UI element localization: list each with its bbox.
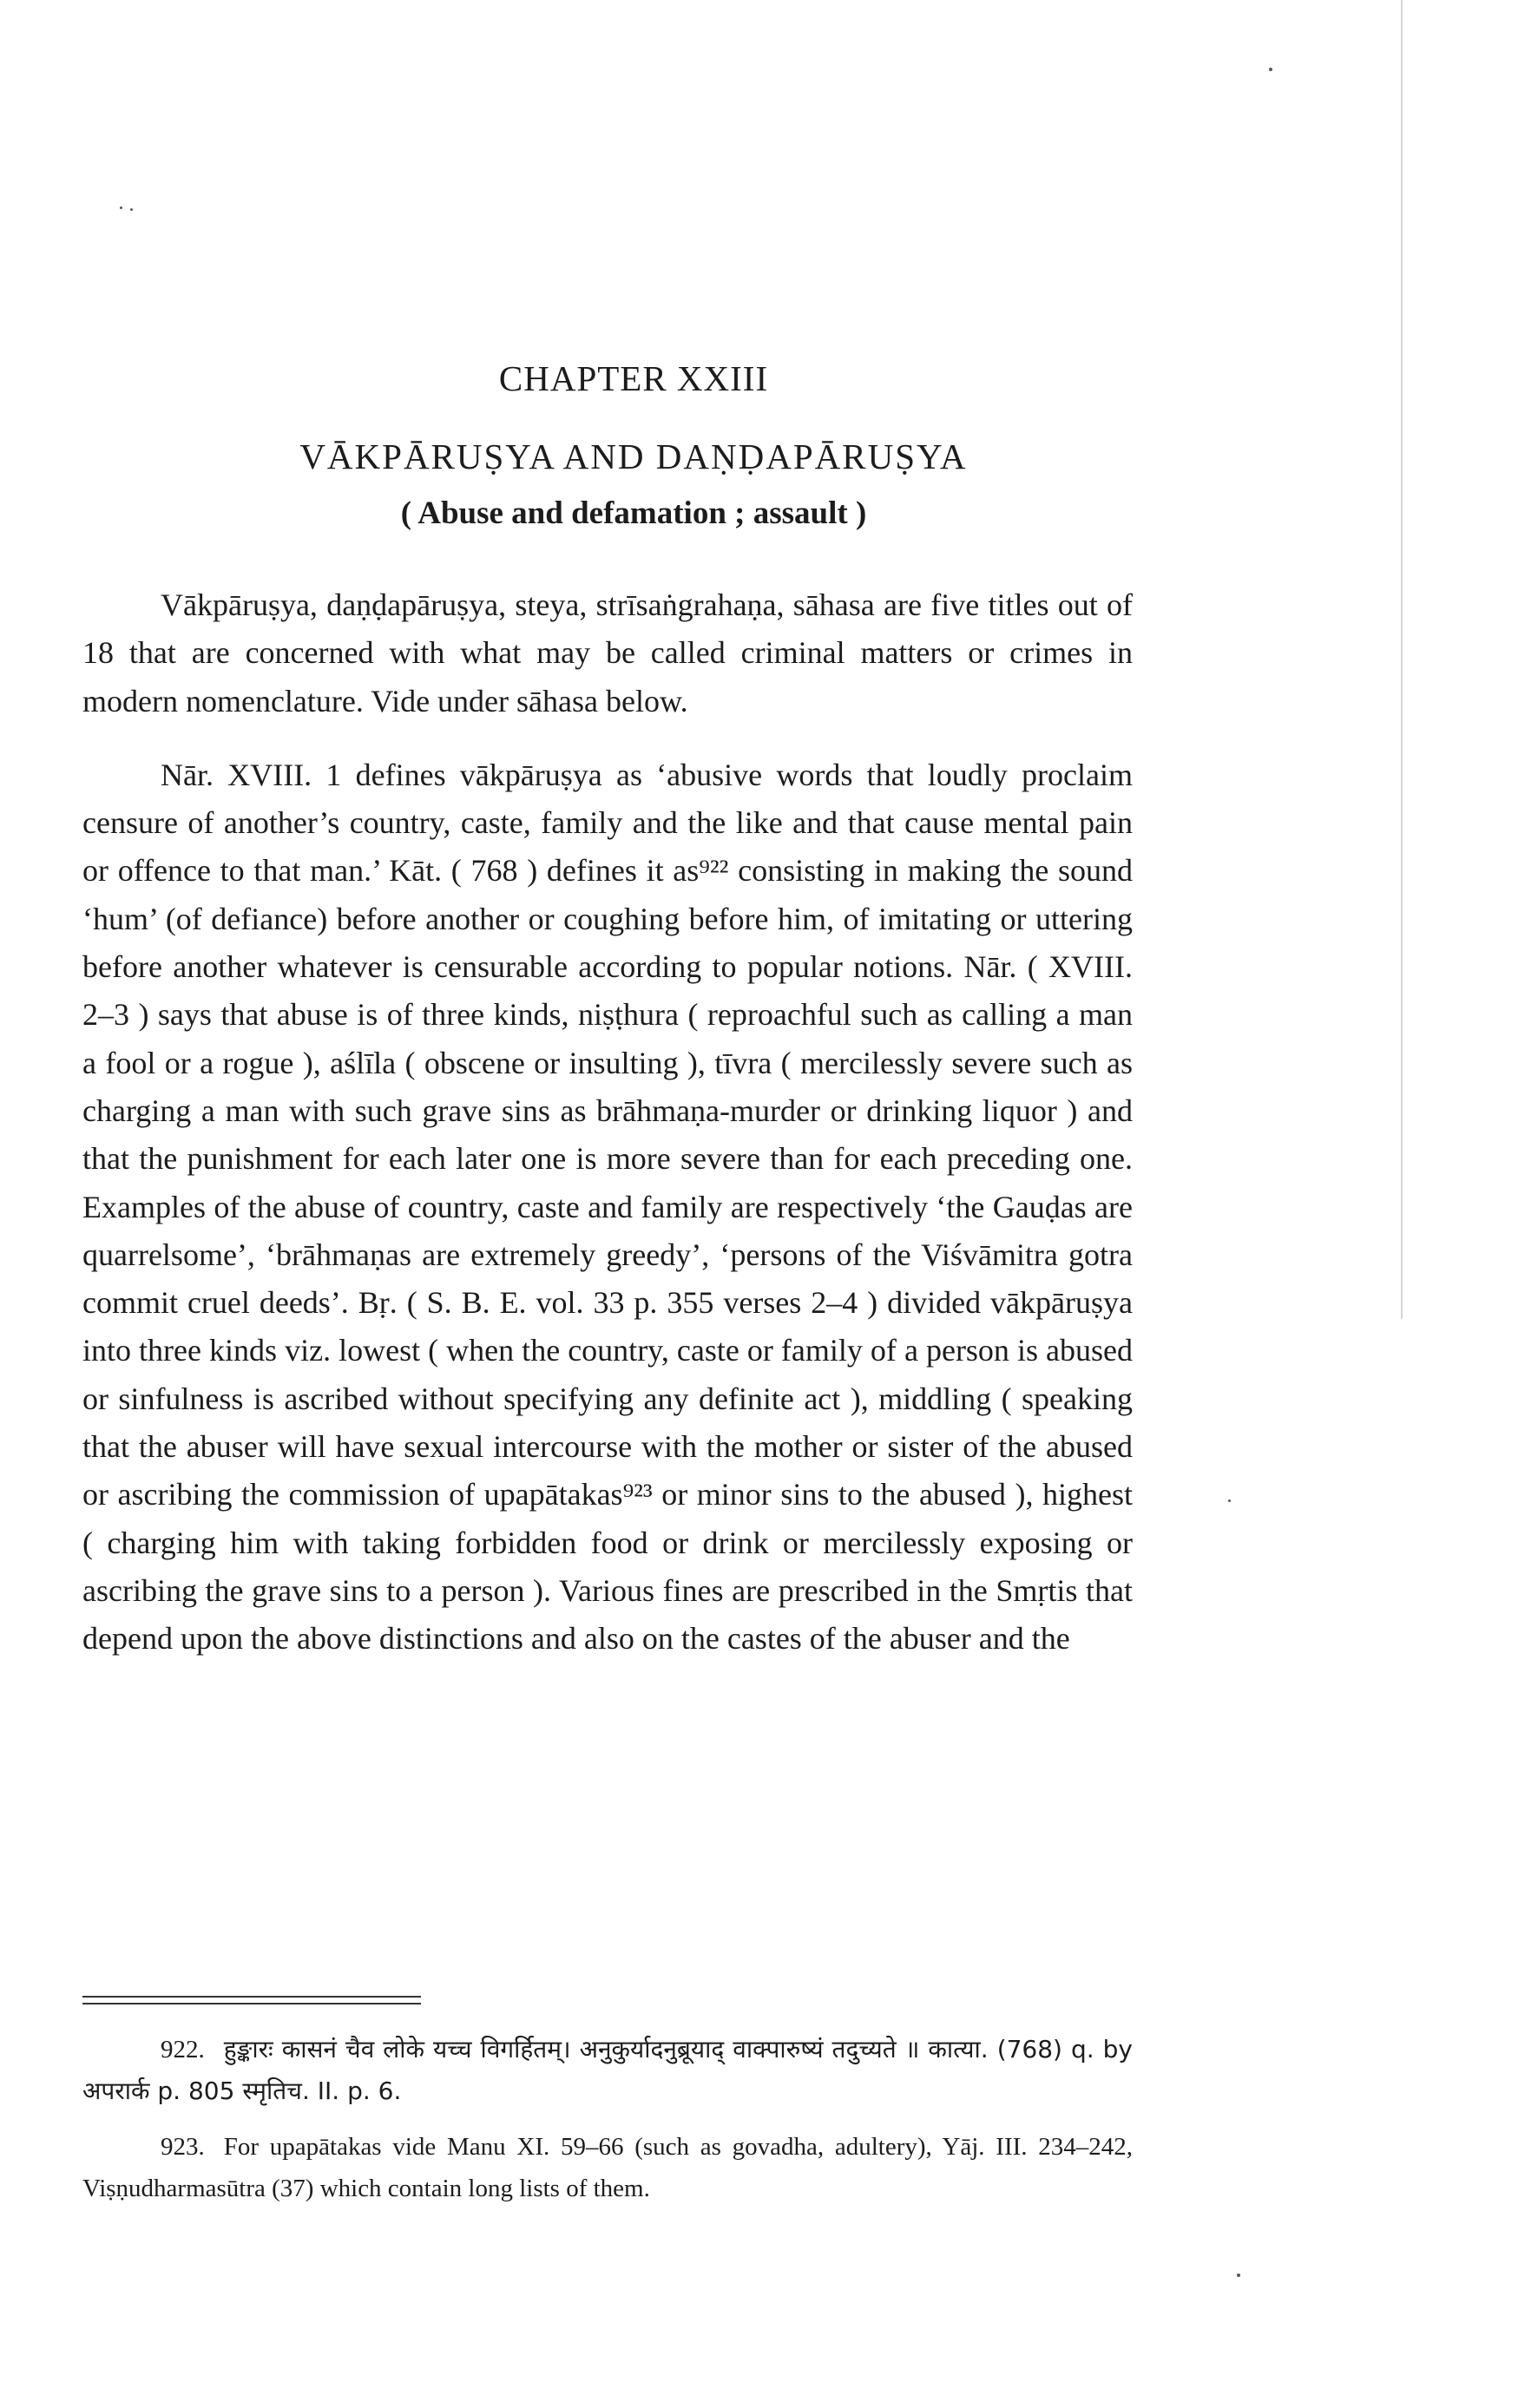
footnote-922: [82, 2029, 1133, 2112]
footnote-text: हुङ्कारः कासनं चैव लोके यच्च विगर्हितम्। अनुकुर्यादनुब्रूयाद् वाक्पारुष्यं तदुच्यते ॥ कात्या. (768) q. by अपरार्क p. 805 स्मृतिच. II. p. 6.: [82, 2035, 1133, 2105]
footnote-number: 923.: [161, 2133, 205, 2161]
speck: [130, 208, 133, 211]
speck: [120, 207, 122, 209]
footnote-text: For upapātakas vide Manu XI. 59–66 (such as govadha, adultery), Yāj. III. 234–242, Viṣṇudharmasūtra (37) which contain long lists of them.: [82, 2133, 1133, 2202]
chapter-title: VĀKPĀRUṢYA AND DAṆḌAPĀRUṢYA: [299, 436, 968, 476]
footnote-rule: [82, 1996, 421, 2004]
paragraph-definitions: Nār. XVIII. 1 defines vākpāruṣya as ‘abusive words that loudly proclaim censure of another’s country, caste, family and the like and that cause mental pain or offence to that man.’ Kāt. ( 768 ) defines it as⁹²² consisting in making the sound ‘hum’ (of defiance) before another or coughing before him, of imitating or uttering before another whatever is censurable according to popular notions. Nār. ( XVIII. 2–3 ) says that abuse is of three kinds, niṣṭhura ( reproachful such as calling a man a fool or a rogue ), aślīla ( obscene or insulting ), tīvra ( mercilessly severe such as charging a man with such grave sins as brāhmaṇa-murder or drinking liquor ) and that the punishment for each later one is more severe than for each preceding one. Examples of the abuse of country, caste and family are respectively ‘the Gauḍas are quarrelsome’, ‘brāhmaṇas are extremely greedy’, ‘persons of the Viśvāmitra gotra commit cruel deeds’. Bṛ. ( S. B. E. vol. 33 p. 355 verses 2–4 ) divided vākpāruṣya into three kinds viz. lowest ( when the country, caste or family of a person is abused or sinfulness is ascribed without specifying any definite act ), middling ( speaking that the abuser will have sexual intercourse with the mother or sister of the abused or ascribing the commission of upapātakas⁹²³ or minor sins to the abused ), highest ( charging him with taking forbidden food or drink or mercilessly exposing or ascribing the grave sins to a person ). Various fines are prescribed in the Smṛtis that depend upon the above distinctions and also on the castes of the abuser and the: [82, 757, 1133, 1657]
speck: [1269, 68, 1272, 71]
paragraph-intro: Vākpāruṣya, daṇḍapāruṣya, steya, strīsaṅgrahaṇa, sāhasa are five titles out of 18 that are concerned with what may be called criminal matters or crimes in modern nomenclature. Vide under sāhasa below.: [82, 587, 1133, 718]
page-edge-line: [1401, 0, 1403, 1319]
speck: [1237, 2273, 1240, 2277]
chapter-heading: CHAPTER XXIII: [498, 358, 769, 398]
chapter-subtitle: ( Abuse and defamation ; assault ): [400, 495, 867, 531]
footnote-number: 922.: [161, 2036, 205, 2064]
footnote-923: [82, 2126, 1133, 2209]
body-text: [82, 581, 1133, 1663]
speck: [1228, 1499, 1231, 1502]
